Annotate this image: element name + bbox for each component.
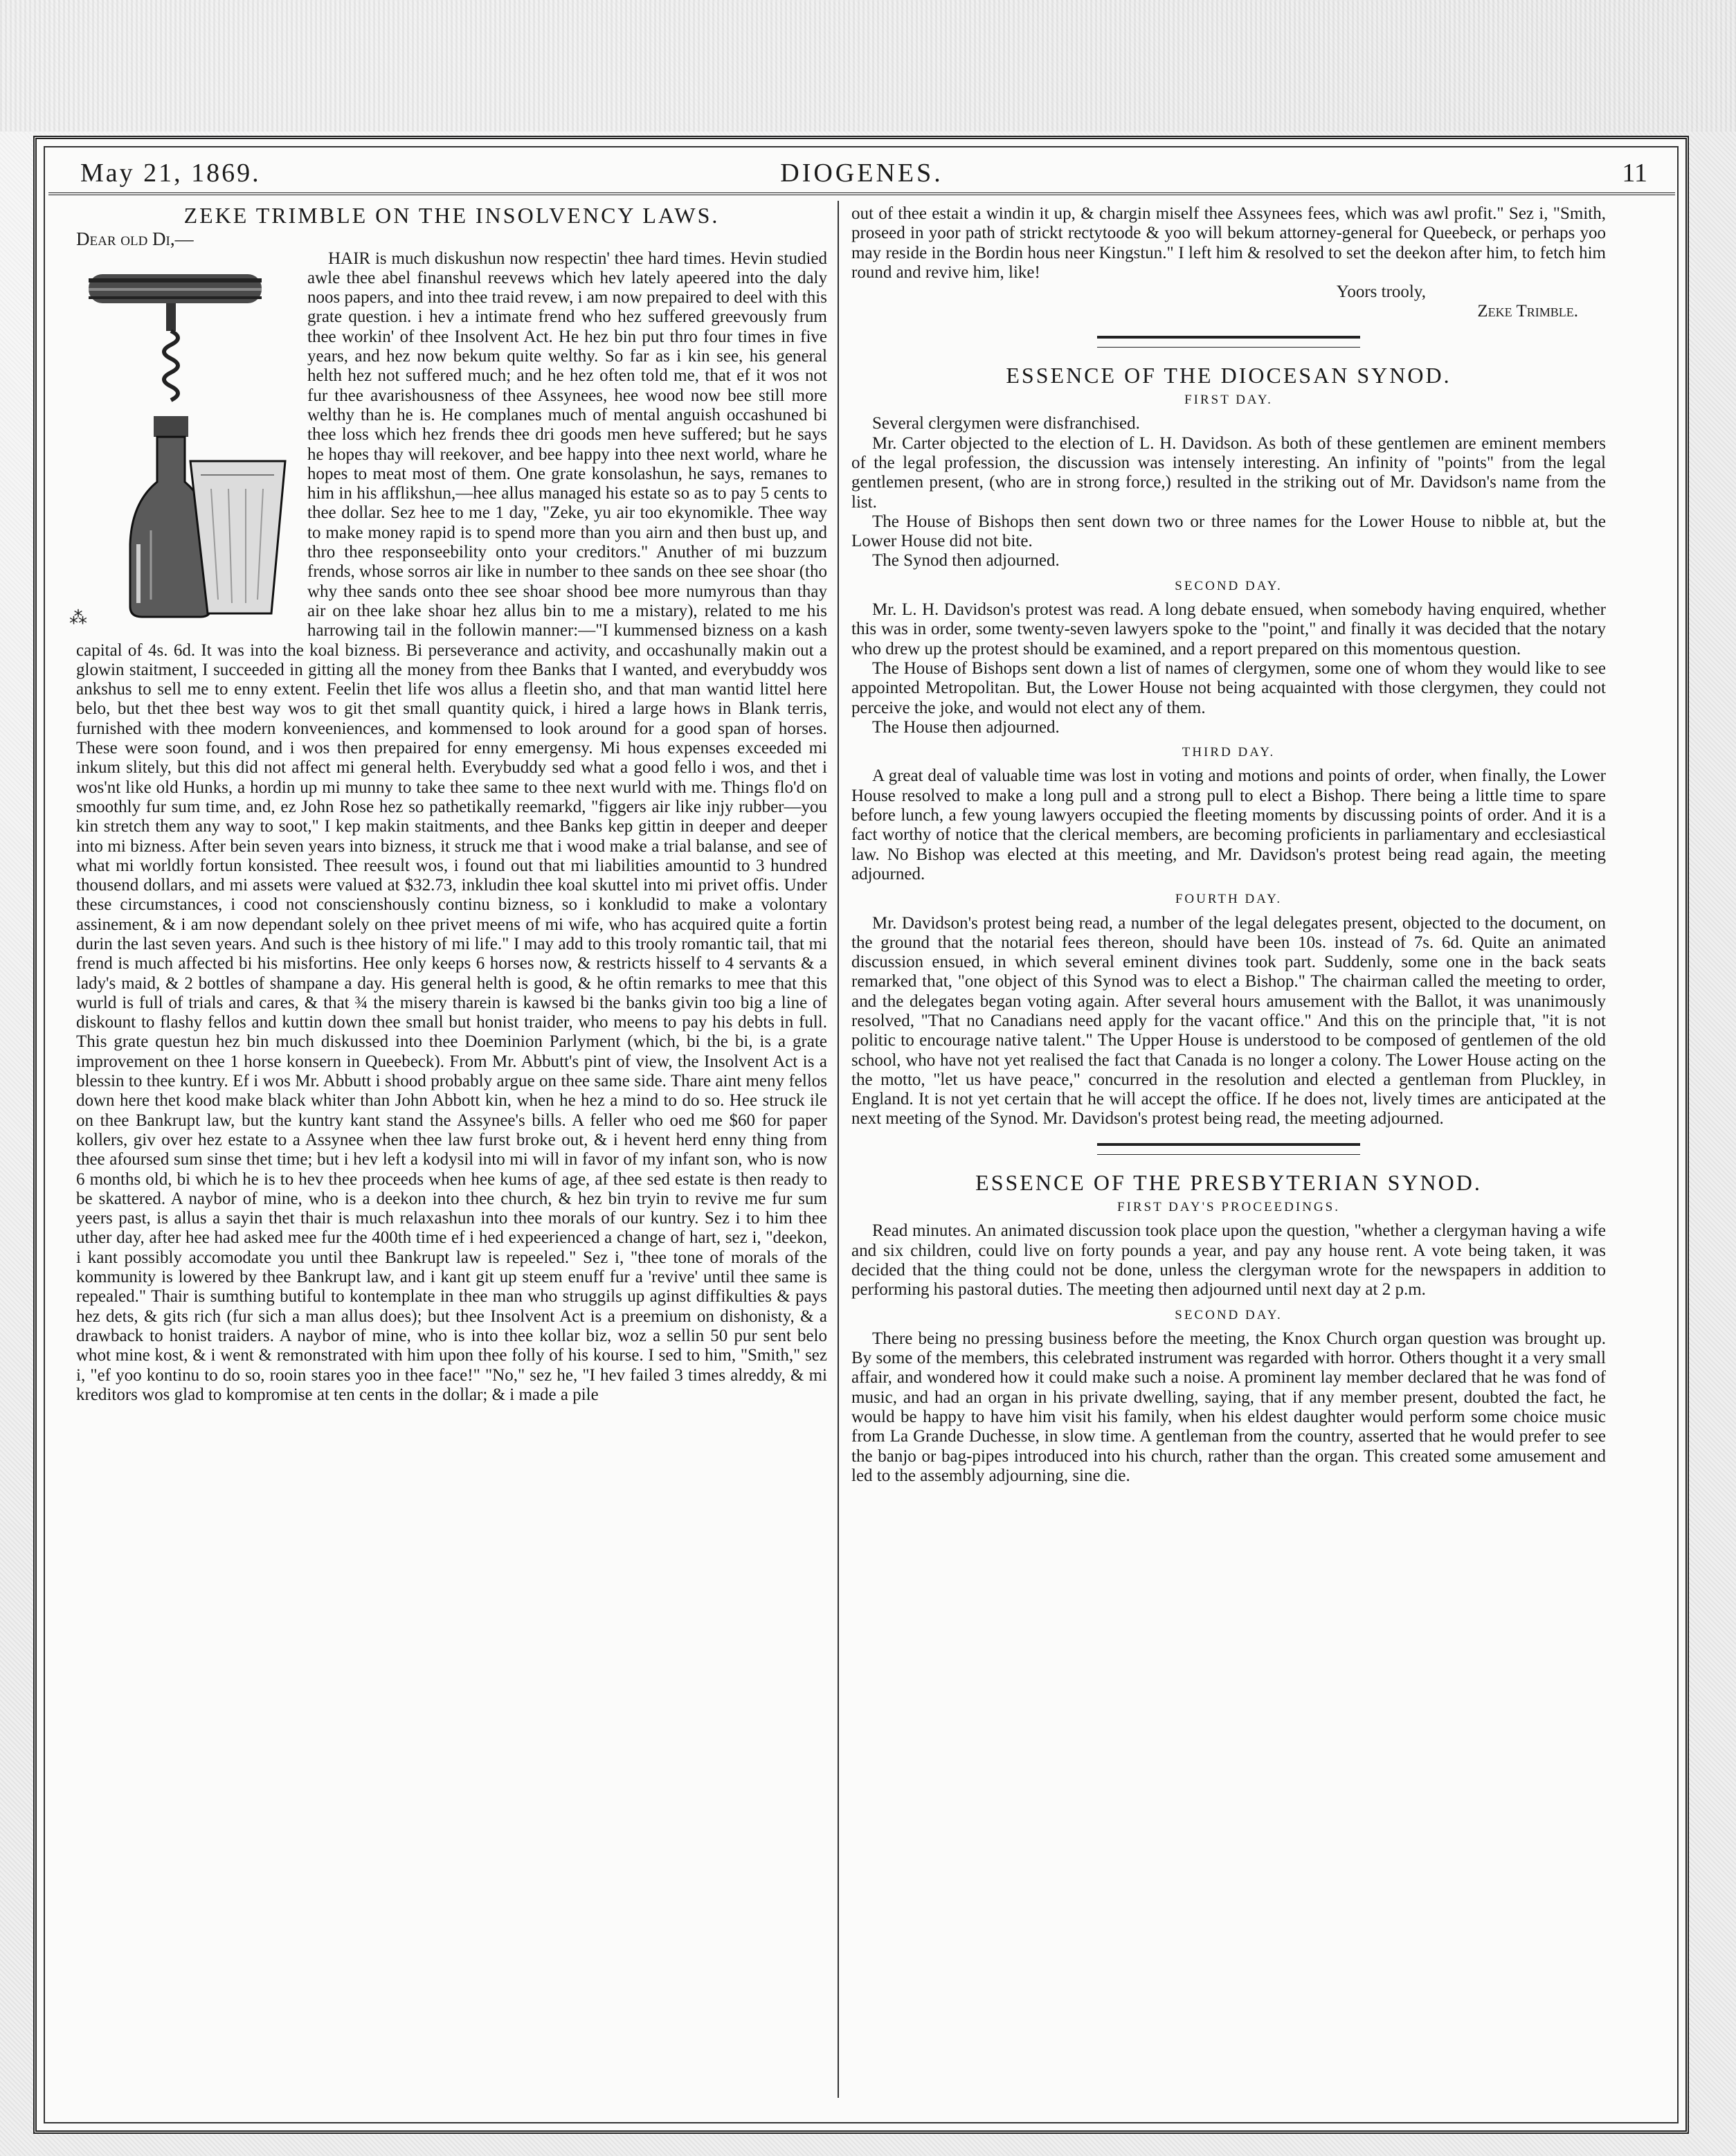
letter-signoff: Yoors trooly, bbox=[1336, 282, 1426, 302]
left-column bbox=[69, 203, 827, 2114]
corkscrew-bottle-glass-illustration bbox=[69, 253, 298, 627]
article-title-zeke-trimble: ZEKE TRIMBLE ON THE INSOLVENCY LAWS. bbox=[183, 203, 720, 228]
third-day-heading: THIRD DAY. bbox=[1182, 745, 1276, 760]
paragraph: The Synod then adjourned. bbox=[872, 551, 1060, 571]
second-day-heading: SECOND DAY. bbox=[1175, 578, 1283, 593]
svg-text:⁂: ⁂ bbox=[69, 607, 87, 629]
glass-icon bbox=[190, 461, 285, 613]
first-days-proceedings-heading: FIRST DAY'S PROCEEDINGS. bbox=[1117, 1200, 1340, 1215]
paragraph: There being no pressing business before the meeting, the Knox Church organ question was brought up. By some of the members, this celebrated instrument was regarded with horror. Others thought it a very small affair, and wondered how it could make such a noise. A prominent lay member declared that he was fond of music, and had an organ in his private dwelling, saying, that if any member present, doubted the fact, he would be happy to have him visit his family, when his eldest daughter would perform some choice music from La Grande Duchesse, in slow time. A gentleman from the country, asserted that he would prefer to see the banjo or bag-pipes introduced into his church, rather than the organ. This created some amusement and led to the assembly adjourning, sine die. bbox=[851, 1329, 1606, 1485]
corkscrew-icon bbox=[89, 274, 262, 400]
paragraph: Mr. Davidson's protest being read, a number of the legal delegates present, objected to the document, on the ground that the notarial fees thereon, should have been 10s. instead of 7s. 6d. Quite an animated discussion ensued, in which several eminent divines took part. Suddenly, some one in the back seats remarked that, "one object of this Synod was to elect a Bishop." The chairman called the meeting to order, and the delegates began voting again. After several hours amusement with the Ballot, it was unanimously resolved, "That no Canadians need apply for the vacant office." And this on the principle that, "it is not politic to encourage native talent." The Upper House is understood to be composed of gentlemen of the old school, who have not yet realised the fact that Canada is no longer a colony. The Lower House acting on the the motto, "let us have peace," concurred in the resolution and elected a gentleman from Pluckley, in England. It is not yet certain that he will accept the office. If he does not, lively times are anticipated at the next meeting of the Synod. Mr. Davidson's protest being read, the meeting adjourned. bbox=[851, 913, 1606, 1129]
section-rule bbox=[1097, 336, 1360, 348]
issue-date: May 21, 1869. bbox=[80, 159, 261, 188]
paragraph: The House of Bishops then sent down two or three names for the Lower House to nibble at, but the Lower House did not bite. bbox=[851, 512, 1606, 551]
fourth-day-heading: FOURTH DAY. bbox=[1175, 892, 1283, 907]
zeke-letter-continuation: out of thee estait a windin it up, & chargin miself thee Assynees fees, which was awl profit." Sez i, "Smith, proseed in yoor path of strickt rectytoode & yoo will bekum attorney-general for Queebeck, or perhaps yoo may reside in the Bordin hous neer Kingstun." I left him & resolved to set the deekon after him, to fetch him round and revive him, like! bbox=[851, 204, 1606, 282]
paragraph: Read minutes. An animated discussion took place upon the question, "whether a clergyman having a wife and six children, could live on forty pounds a year, and pay any house rent. A vote being taken, it was decided that the thing could not be done, unless the clergyman wrote for the newspapers in addition to performing his pastoral duties. The meeting then adjourned until next day at 2 p.m. bbox=[851, 1221, 1606, 1300]
masthead-title: DIOGENES. bbox=[780, 159, 943, 188]
right-column bbox=[851, 204, 1606, 2114]
presbyterian-synod-title: ESSENCE OF THE PRESBYTERIAN SYNOD. bbox=[975, 1169, 1482, 1195]
paragraph: The House then adjourned. bbox=[872, 717, 1060, 737]
column-divider bbox=[838, 201, 839, 2098]
scan-noise-band bbox=[0, 0, 1736, 132]
paragraph: A great deal of valuable time was lost in voting and motions and points of order, when finally, the Lower House resolved to make a long pull and a strong pull to elect a Bishop. There being a little time to spare before lunch, a few young lawyers occupied the fleeting moments by discussing points of order. And it is a fact worthy of notice that the clerical members, are becoming proficients in parliamentary and ecclesiastical law. No Bishop was elected at this meeting, and Mr. Davidson's protest being read again, the meeting adjourned. bbox=[851, 766, 1606, 883]
diocesan-synod-title: ESSENCE OF THE DIOCESAN SYNOD. bbox=[1006, 362, 1452, 388]
paragraph: Mr. L. H. Davidson's protest was read. A long debate ensued, when somebody having enquired, whether this was in order, some twenty-seven lawyers spoke to the "point," and finally it was decided that the notary who drew up the protest should be examined, and a report prepared on this momentous question. bbox=[851, 600, 1606, 658]
first-day-heading: FIRST DAY. bbox=[1184, 393, 1273, 408]
paragraph: The House of Bishops sent down a list of names of clergymen, some one of whom they would like to see appointed Metropolitan. But, the Lower House not being acquainted with those clergymen, they could not perceive the joke, and would not elect any of them. bbox=[851, 658, 1606, 717]
second-day-heading: SECOND DAY. bbox=[1175, 1307, 1283, 1322]
page-number: 11 bbox=[1622, 159, 1647, 188]
salutation: Dear old Di,— bbox=[76, 228, 194, 250]
paragraph: Several clergymen were disfranchised. bbox=[872, 414, 1140, 433]
section-rule bbox=[1097, 1143, 1360, 1155]
letter-signature: Zeke Trimble. bbox=[1477, 302, 1578, 321]
paragraph: Mr. Carter objected to the election of L. H. Davidson. As both of these gentlemen are eminent members of the legal profession, the discussion was intensely interesting. An infinity of "points" from the legal gentlemen present, (who are in strong force,) resulted in the striking out of Mr. Davidson's name from the list. bbox=[851, 433, 1606, 512]
page-header bbox=[48, 151, 1675, 195]
zeke-letter-body: HAIR is much diskushun now respectin' thee hard times. Hevin studied awle thee abel finanshul reevews which hev lately apeered into the daly noos papers, and into thee traid revew, i am now prepaired to deel with this grate question. i hev a intimate frend who hez suffered greevously frum thee workin' of thee Insolvent Act. He hez bin put thro four times in five years, and hez now bekum quite welthy. So far as i kin see, his general helth hez not suffered much; and he hez often told me, that ef it wos not fur thee avarishousness of thee Assynees, hee wood now bee still more welthy than he is. He complanes much of mental anguish occashuned bi thee loss which hez frends thee dri goods men heve suffered; but he says he hopes thay will reekover, and bee happy into thee next world, whare he hopes to meat most of them. One grate konsolashun, he says, remanes to him in his afflikshun,—hee allus managed his estate so as to pay 5 cents to thee dollar. Sez hee to me 1 day, "Zeke, yu air too ekynomikle. Thee way to make money rapid is to spend more than you airn and then bust up, and thro thee responseebility onto your creditors." Anuther of mi buzzum frends, whose sorros air like in number to thee sands on thee see shoar (tho why thee sands onto thee see shoar shood bee more numyrous than thay air on thee lake shoar hez allus bin to me a mistary), related to me his harrowing tail in the followin manner:—"I kummensed bizness on a kash capital of 4s. 6d. It was into the koal bizness. Bi perseverance and activity, and occashunally makin out a glowin staitment, I succeeded in gitting all the money from thee Banks that I wanted, and everybuddy wos ankshus to sell me to enny extent. Feelin thet life wos allus a fleetin sho, and that man wantid littel here belo, but thet thee best way wos to git thet small quantity quick, i hired a large hows in Blank terris, furnished with thee modern konveeniences, and kommensed to look around for a good span of horses. These were soon found, and i wos then prepaired for enny emergensy. Mi hous expenses exceeded mi inkum slitely, but this did not affect mi general helth. Everybuddy sed what a good fello i wos, and thet i wos'nt like old Hunks, a hordin up mi munny to take thee same to thee next wurld with me. Things flo'd on smoothly fur sum time, and, ez John Rose hez so pathetikally reemarkd, "figgers air like injy rubber—you kin stretch them any way to soot," I kep makin staitments, and thee Banks kep gittin in deeper and deeper into mi bizness. After bein seven years into bizness, it struck me that i wood make a trial balanse, and see of what mi worldly fortun konsisted. Thee reesult wos, i found out that mi liabilities amountid to 3 hundred thousend dollars, and mi assets were valued at $32.73, inkludin thee koal skuttel into mi privet offis. Under these circumstances, i cood not conscienshously continu bizness, so i konkludid to make a volontary assinement, & i am now dependant solely on thee privet meens of mi wife, who has acquired quite a fortin durin the last seven years. And such is thee history of mi life." I may add to this trooly romantic tail, that mi frend is much affected bi his misfortins. Hee only keeps 6 horses now, & restricts hisself to 4 servants & a lady's maid, & 2 bottles of shampane a day. His general helth is good, & he oftin remarks to mee that this wurld is full of trials and cares, & that ¾ the misery tharein is kawsed bi the banks givin too big a line of diskount to flashy fellos and kuttin down thee small but honist traider, who meens to pay his debts in full. This grate questun hez bin much diskussed into thee Doeminion Parlyment (which, bi the bi, is a grate improvement on thee 1 horse konsern in Queebeck). From Mr. Abbutt's pint of view, the Insolvent Act is a blessin to thee kuntry. Ef i wos Mr. Abbutt i shood probably argue on thee same side. Thare aint meny fellos down here thet kood make black whiter than John Abbott kin, when he hez a mind to do so. Hee struck ile on thee Bankrupt law, but the kuntry kant stand the Assynee's bills. A feller who oed me $60 for paper kollers, giv over hez estate to a Assynee when thee law furst broke out, & i hevent herd enny thing from thee afoursed sum sinse thet time; but i hev left a kodysil into mi will in favor of my infant son, who is now 6 months old, bi which he is to hev thee proceeds when hee kums of age, af thee sed estate is then ready to be skattered. A naybor of mine, who is a deekon into thee church, & hez bin tryin to revive me fur sum yeers past, is allus a sayin thet thair is much relaxashun into thee morals of our kuntry. Sez i to him thee uther day, after hee had asked mee fur the 400th time ef i hed expeerienced a change of hart, sez i, "deekon, i kant possibly accomodate you until thee Bankrupt law is repeeled." Sez i, "thee tone of morals of the kommunity is lowered by thee Bankrupt law, and i kant git up steem enuff fur a 'revive' until thee same is repealed." Thair is sumthing butiful to kontemplate in thee man who struggils up aginst diffikulties & pays hez dets, & gits rich (fur sich a man allus does); but thee Insolvent Act is a preemium on dishonisty, & a drawback to honist traiders. A naybor of mine, who is into thee kollar biz, woz a sellin 50 pur sent belo whot mine kost, & i went & remonstrated with him upon thee folly of his kourse. I sed to him, "Smith," sez i, "ef yoo kontinu to do so, rooin stares yoo in thee face!" "No," sez he, "I hev failed 3 times alreddy, & mi kreditors wos glad to kompromise at ten cents in the dollar; & i made a pile bbox=[76, 249, 827, 1404]
